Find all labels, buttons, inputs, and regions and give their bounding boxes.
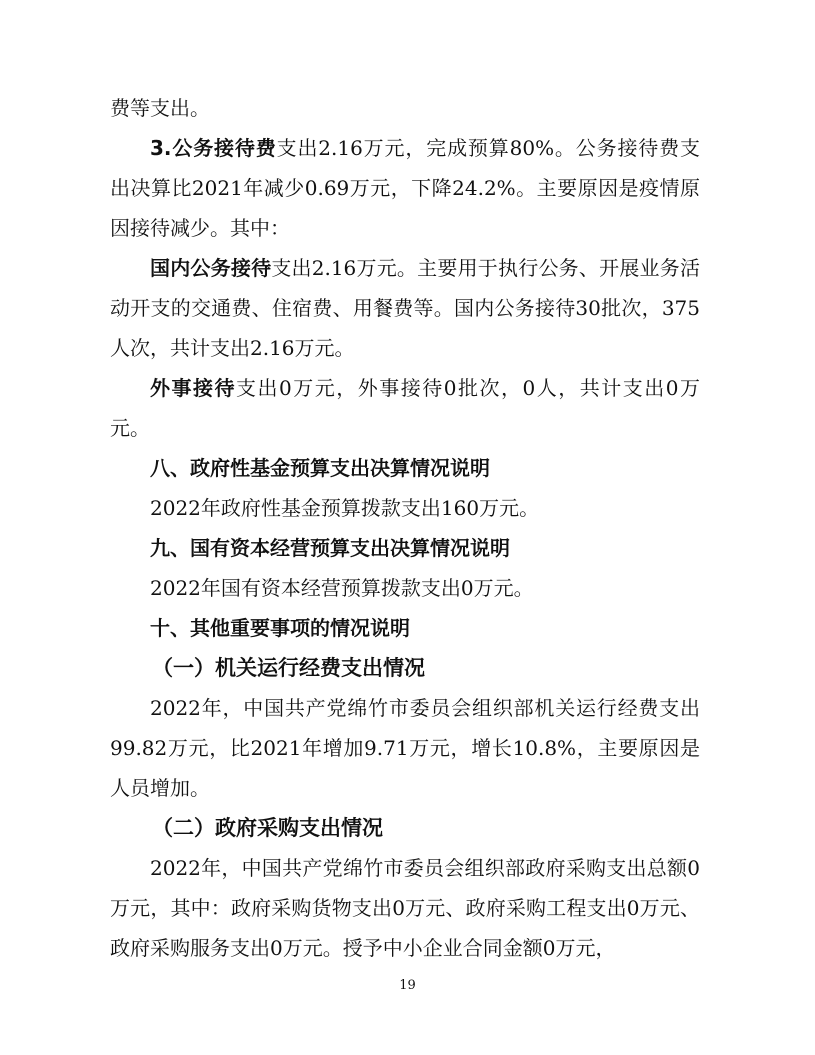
paragraph-continuation: 费等支出。 — [110, 96, 210, 120]
foreign-reception-text: 支出0万元，外事接待0批次，0人，共计支出0万元。 — [110, 376, 700, 440]
document-body — [110, 88, 700, 968]
heading-section-9: 九、国有资本经营预算支出决算情况说明 — [150, 536, 510, 560]
paragraph-section-8: 2022年政府性基金预算拨款支出160万元。 — [150, 496, 540, 520]
foreign-reception-lead: 外事接待 — [150, 376, 237, 400]
paragraph-domestic-reception — [110, 248, 700, 368]
paragraph-foreign-reception — [110, 368, 700, 448]
page-number: 19 — [399, 978, 416, 993]
domestic-reception-text: 支出2.16万元。主要用于执行公务、开展业务活动开支的交通费、住宿费、用餐费等。国内公务接待30批次，375人次，共计支出2.16万元。 — [110, 256, 700, 360]
reception-fee-text: 支出2.16万元，完成预算80%。公务接待费支出决算比2021年减少0.69万元，下降24.2%。主要原因是疫情原因接待减少。其中： — [110, 136, 701, 240]
domestic-reception-lead: 国内公务接待 — [150, 256, 272, 280]
paragraph-section-9: 2022年国有资本经营预算拨款支出0万元。 — [150, 576, 534, 600]
heading-section-10-1: （一）机关运行经费支出情况 — [152, 656, 425, 680]
heading-section-10-2: （二）政府采购支出情况 — [152, 816, 383, 840]
reception-fee-lead: 3.公务接待费 — [150, 136, 277, 160]
heading-section-10: 十、其他重要事项的情况说明 — [150, 616, 410, 640]
heading-section-8: 八、政府性基金预算支出决算情况说明 — [150, 456, 490, 480]
paragraph-section-10-2: 2022年，中国共产党绵竹市委员会组织部政府采购支出总额0万元，其中：政府采购货物支出0万元、政府采购工程支出0万元、政府采购服务支出0万元。授予中小企业合同金额0万元， — [110, 856, 700, 960]
paragraph-section-10-1: 2022年，中国共产党绵竹市委员会组织部机关运行经费支出99.82万元，比2021年增加9.71万元，增长10.8%，主要原因是人员增加。 — [110, 696, 700, 800]
paragraph-reception-fee — [110, 128, 700, 248]
